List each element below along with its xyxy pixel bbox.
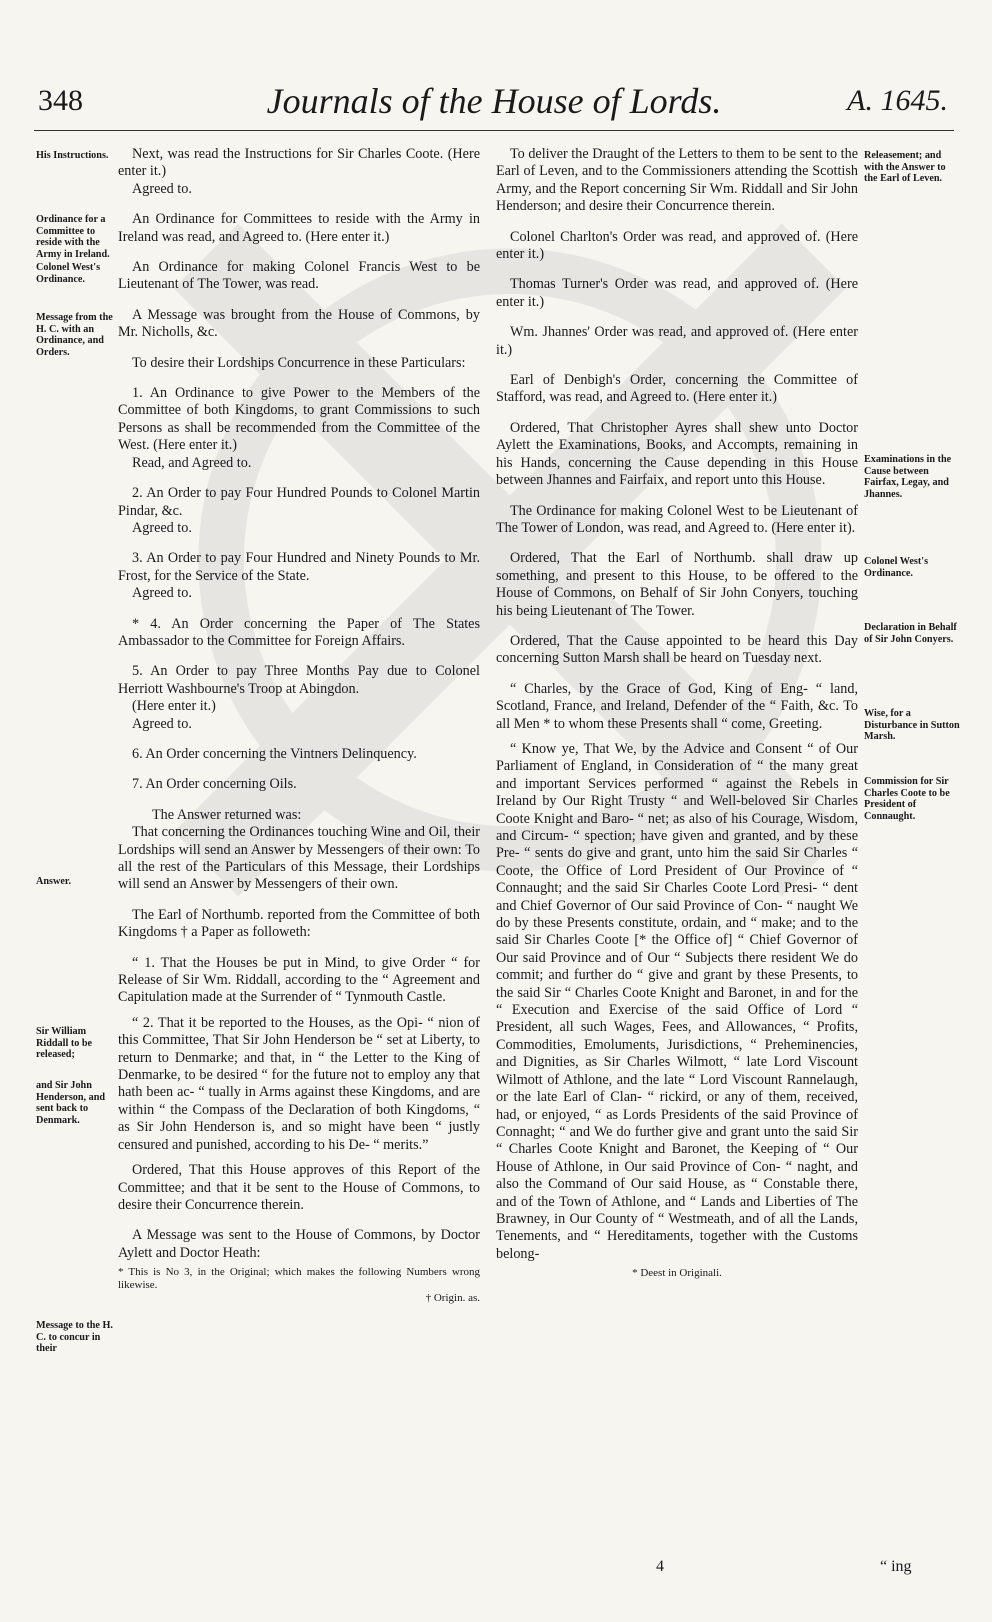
margin-note-left: Sir William Riddall to be released; (36, 1026, 93, 1060)
footnote: † Origin. as. (425, 1292, 480, 1305)
paragraph: Earl of Denbigh's Order, concerning the Committee of Stafford, was read, and Agreed to. (Here enter it.) (496, 372, 858, 406)
quotation: “ 1. That the Houses be put in Mind, to give Order “ for Release of Sir Wm. Riddall, according to the “ Agreement and Capitulation made at the Surrender of “ Tynmouth Castle. (118, 954, 480, 1006)
list-item: 3. An Order to pay Four Hundred and Ninety Pounds to Mr. Frost, for the Service of the State. (118, 550, 480, 584)
paragraph: The Answer returned was: (152, 806, 302, 823)
paragraph: Next, was read the Instructions for Sir Charles Coote. (Here enter it.) (118, 146, 480, 180)
page-title: Journals of the House of Lords. (266, 81, 722, 121)
margin-note-left: His Instructions. (36, 150, 109, 161)
paragraph: To deliver the Draught of the Letters to them to be sent to the Earl of Leven, and to the Commissioners attending the Scottish Army, and the Report concerning Sir Wm. Riddall and Sir John Henderson; and desire their Concurrence therein. (496, 146, 858, 215)
list-item: * 4. An Order concerning the Paper of The States Ambassador to the Committee for Foreign Affairs. (118, 615, 480, 649)
quotation: “ 2. That it be reported to the Houses, as the Opi- “ nion of this Committee, That Sir John Henderson be “ set at Liberty, to return to Denmarke; and that, in “ the Letter to the King of Denmarke, to be desired “ for the future not to employ any that hath been ac- “ tually in Arms against these Kingdoms, and are within “ the Compass of the Declaration of both Kingdoms, “ as Sir John Henderson is, and so might have been “ justly censured and punished, according to his De- “ merits.” (118, 1014, 480, 1153)
paragraph: Agreed to. (132, 715, 192, 732)
page-number: 348 (38, 84, 83, 117)
list-item: 2. An Order to pay Four Hundred Pounds to Colonel Martin Pindar, &c. (118, 485, 480, 519)
paragraph: Ordered, That the Cause appointed to be heard this Day concerning Sutton Marsh shall be heard on Tuesday next. (496, 632, 858, 667)
list-item: 7. An Order concerning Oils. (132, 776, 297, 793)
catchword: “ ing (880, 1558, 912, 1575)
list-item: 6. An Order concerning the Vintners Delinquency. (132, 745, 417, 762)
signature-mark: 4 (656, 1558, 664, 1575)
margin-note-right: Colonel West's Ordinance. (864, 556, 929, 579)
right-column (496, 146, 858, 1280)
paragraph: A Message was brought from the House of Commons, by Mr. Nicholls, &c. (118, 306, 480, 341)
paragraph: (Here enter it.) (132, 698, 216, 715)
paragraph: Colonel Charlton's Order was read, and approved of. (Here enter it.) (496, 228, 858, 263)
left-column (118, 146, 480, 1305)
paragraph: Ordered, That Christopher Ayres shall shew unto Doctor Aylett the Examinations, Books, and Accompts, remaining in his Hands, concerning the Cause depending in this House between Jhannes and Fairfaix, and report unto this House. (496, 419, 858, 489)
paragraph: To desire their Lordships Concurrence in these Particulars: (132, 354, 466, 371)
margin-note-left: Message to the H. C. to concur in their (36, 1320, 113, 1354)
margin-note-left: Answer. (36, 876, 71, 887)
list-item: 5. An Order to pay Three Months Pay due to Colonel Herriott Washbourne's Troop at Abingdon. (118, 663, 480, 697)
paragraph: The Ordinance for making Colonel West to be Lieutenant of The Tower of London, was read, and Agreed to. (Here enter it). (496, 502, 858, 536)
margin-note-left: and Sir John Henderson, and sent back to Denmark. (36, 1080, 106, 1126)
paragraph: Thomas Turner's Order was read, and approved of. (Here enter it.) (496, 276, 858, 310)
footnote: * Deest in Originali. (632, 1267, 722, 1280)
paragraph: Agreed to. (132, 519, 192, 536)
paragraph: Read, and Agreed to. (132, 454, 252, 471)
paragraph: An Ordinance for making Colonel Francis West to be Lieutenant of The Tower, was read. (118, 259, 480, 293)
margin-note-right: Examinations in the Cause between Fairfax, Legay, and Jhannes. (864, 454, 952, 500)
list-item: 1. An Ordinance to give Power to the Members of the Committee of both Kingdoms, to grant Commissions to such Persons as shall be recommended from the Committee of the West. (Here enter it.) (118, 385, 480, 454)
margin-note-left: Colonel West's Ordinance. (36, 262, 101, 285)
page-header (34, 78, 954, 128)
paragraph: That concerning the Ordinances touching Wine and Oil, their Lordships will send an Answer by Messengers of their own: To all the rest of the Particulars of this Message, their Lordships will send an Answer by Messengers of their own. (118, 824, 480, 893)
header-rule (34, 130, 954, 131)
paragraph: Ordered, That the Earl of Northumb. shall draw up something, and present to this House, to be offered to the House of Commons, on Behalf of Sir John Conyers, touching his being Lieutenant of The Tower. (496, 550, 858, 619)
paragraph: An Ordinance for Committees to reside with the Army in Ireland was read, and Agreed to. (Here enter it.) (118, 211, 480, 245)
paragraph: Agreed to. (132, 585, 192, 602)
margin-note-left: Ordinance for a Committee to reside with the Army in Ireland. (36, 214, 110, 260)
quotation: “ Charles, by the Grace of God, King of Eng- “ land, Scotland, France, and Ireland, Defender of the “ Faith, &c. To all Men * to whom these Presents shall “ come, Greeting. (496, 680, 858, 732)
paragraph: Ordered, That this House approves of this Report of the Committee; and that it be sent to the House of Commons, to desire their Concurrence therein. (118, 1162, 480, 1213)
paragraph: Wm. Jhannes' Order was read, and approved of. (Here enter it.) (496, 324, 858, 358)
quotation: “ Know ye, That We, by the Advice and Consent “ of Our Parliament of England, in Consideration of “ the many great and important Services performed “ against the Rebels in Ireland by Our Right Trusty “ and Well-beloved Sir Charles Coote Knight and Baro- “ net; as also of his Courage, Wisdom, and Circum- “ spection; have given and granted, and by these Pre- “ sents do give and grant, unto him the said Sir Charles “ Coote, the Office of Lord President of Our Province of “ Connaught; and the said Sir Charles Coote Lord Presi- “ dent and Chief Governor of Our said Province of Con- “ naught We do by these Presents constitute, ordain, and “ make; and to the said Sir Charles Coote [* the Office of] “ Chief Governor of Our said Province and of Our “ Subjects there resident We do commit; and further do “ give and grant by these Presents, to the said Sir “ Charles Coote Knight and Baronet, in and for the “ Execution and Exercise of the said Office of Lord “ President, all such Wages, Fees, and Allowances, “ Profits, Commodities, Emoluments, Jurisdictions, “ Preheminencies, and Dignities, as Sir Charles Wilmott, “ late Lord Viscount Wilmott of Athlone, and the late “ Lord Viscount Rannelaugh, or the late Earl of Clan- “ rickird, or any of them, received, had, or enjoyed, “ as Lords Presidents of the said Province of Connaght; “ and We do further give and grant unto the said Sir “ Charles Coote Knight and Baronet, the Keeping of “ Our House of Athlone, in Our said Province of Con- “ naght, and also the Command of Our said House, as “ Constable there, and of the Town of Athlone, and “ Lands and Liberties of The Brawney, in Our County of “ Westmeath, and of all the Lands, Tenements, and “ Hereditaments, together with the Customs belong- (496, 740, 858, 1262)
margin-note-right: Declaration in Behalf of Sir John Conyers. (864, 622, 957, 645)
paragraph: Agreed to. (132, 180, 192, 197)
page-year: A. 1645. (847, 84, 948, 117)
paragraph: A Message was sent to the House of Commons, by Doctor Aylett and Doctor Heath: (118, 1227, 480, 1261)
margin-note-right: Commission for Sir Charles Coote to be President of Connaught. (864, 776, 950, 822)
paragraph: The Earl of Northumb. reported from the Committee of both Kingdoms † a Paper as followeth: (118, 906, 480, 941)
margin-note-left: Message from the H. C. with an Ordinance, and Orders. (36, 312, 113, 358)
margin-note-right: Wise, for a Disturbance in Sutton Marsh. (864, 708, 960, 742)
margin-note-right: Releasement; and with the Answer to the Earl of Leven. (864, 150, 946, 184)
footnote: * This is No 3, in the Original; which makes the following Numbers wrong likewise. (118, 1266, 480, 1292)
